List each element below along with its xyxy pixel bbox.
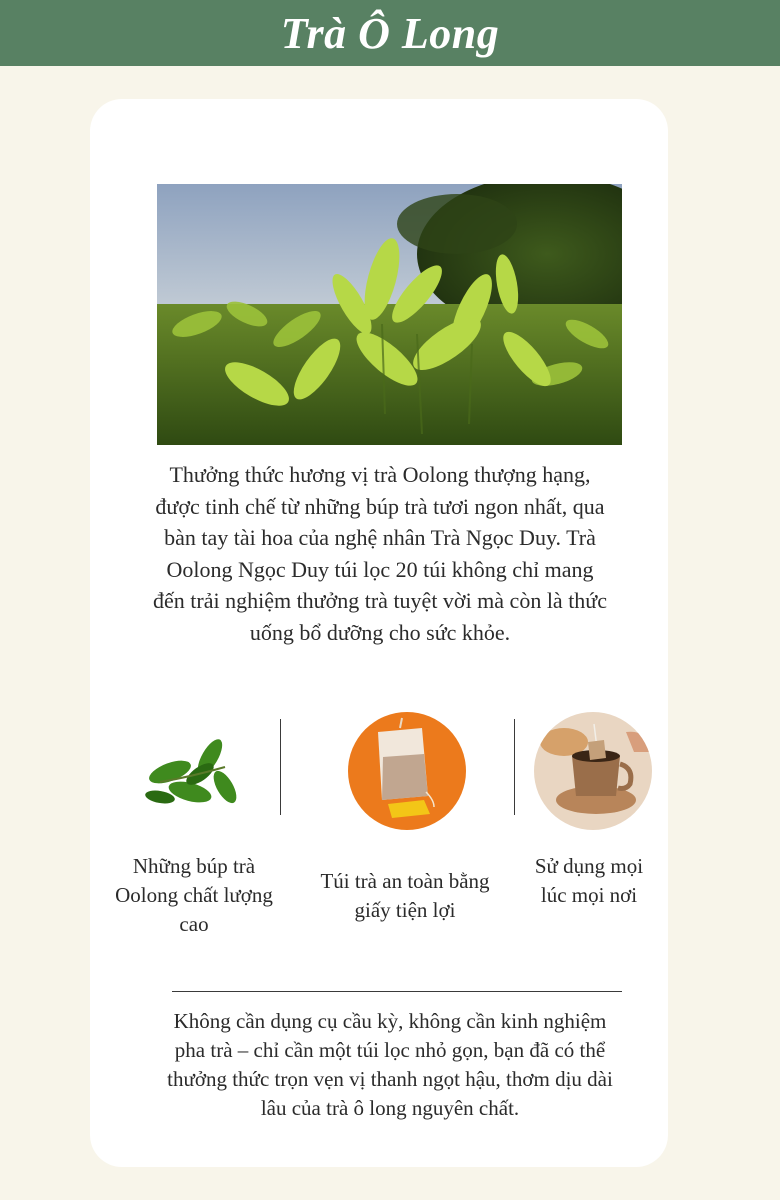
- feature-caption-leaves: Những búp trà Oolong chất lượng cao: [115, 854, 273, 936]
- outro-text: Không cần dụng cụ cầu kỳ, không cần kinh nghiệm pha trà – chỉ cần một túi lọc nhỏ gọn, bạn đã có thể thưởng thức trọn vẹn vị thanh ngọt hậu, thơm dịu dài lâu của trà ô long nguyên chất.: [167, 1009, 613, 1120]
- tea-plantation-image: [157, 184, 622, 445]
- feature-divider: [514, 719, 515, 815]
- page-title: Trà Ô Long: [280, 8, 500, 58]
- feature-caption-teabag: Túi trà an toàn bằng giấy tiện lợi: [320, 869, 490, 922]
- feature-caption-anywhere: Sử dụng mọi lúc mọi nơi: [534, 854, 644, 907]
- tea-leaves-icon: [130, 712, 248, 830]
- section-divider: [172, 991, 622, 992]
- tea-bag-icon: [348, 712, 466, 830]
- product-card: [90, 99, 668, 1167]
- tea-cup-icon: [534, 712, 652, 830]
- feature-divider: [280, 719, 281, 815]
- page-header: [0, 0, 780, 66]
- intro-text: Thưởng thức hương vị trà Oolong thượng hạng, được tinh chế từ những búp trà tươi ngon nhất, qua bàn tay tài hoa của nghệ nhân Trà Ngọc Duy. Trà Oolong Ngọc Duy túi lọc 20 túi không chỉ mang đến trải nghiệm thưởng trà tuyệt vời mà còn là thức uống bổ dưỡng cho sức khỏe.: [153, 462, 607, 645]
